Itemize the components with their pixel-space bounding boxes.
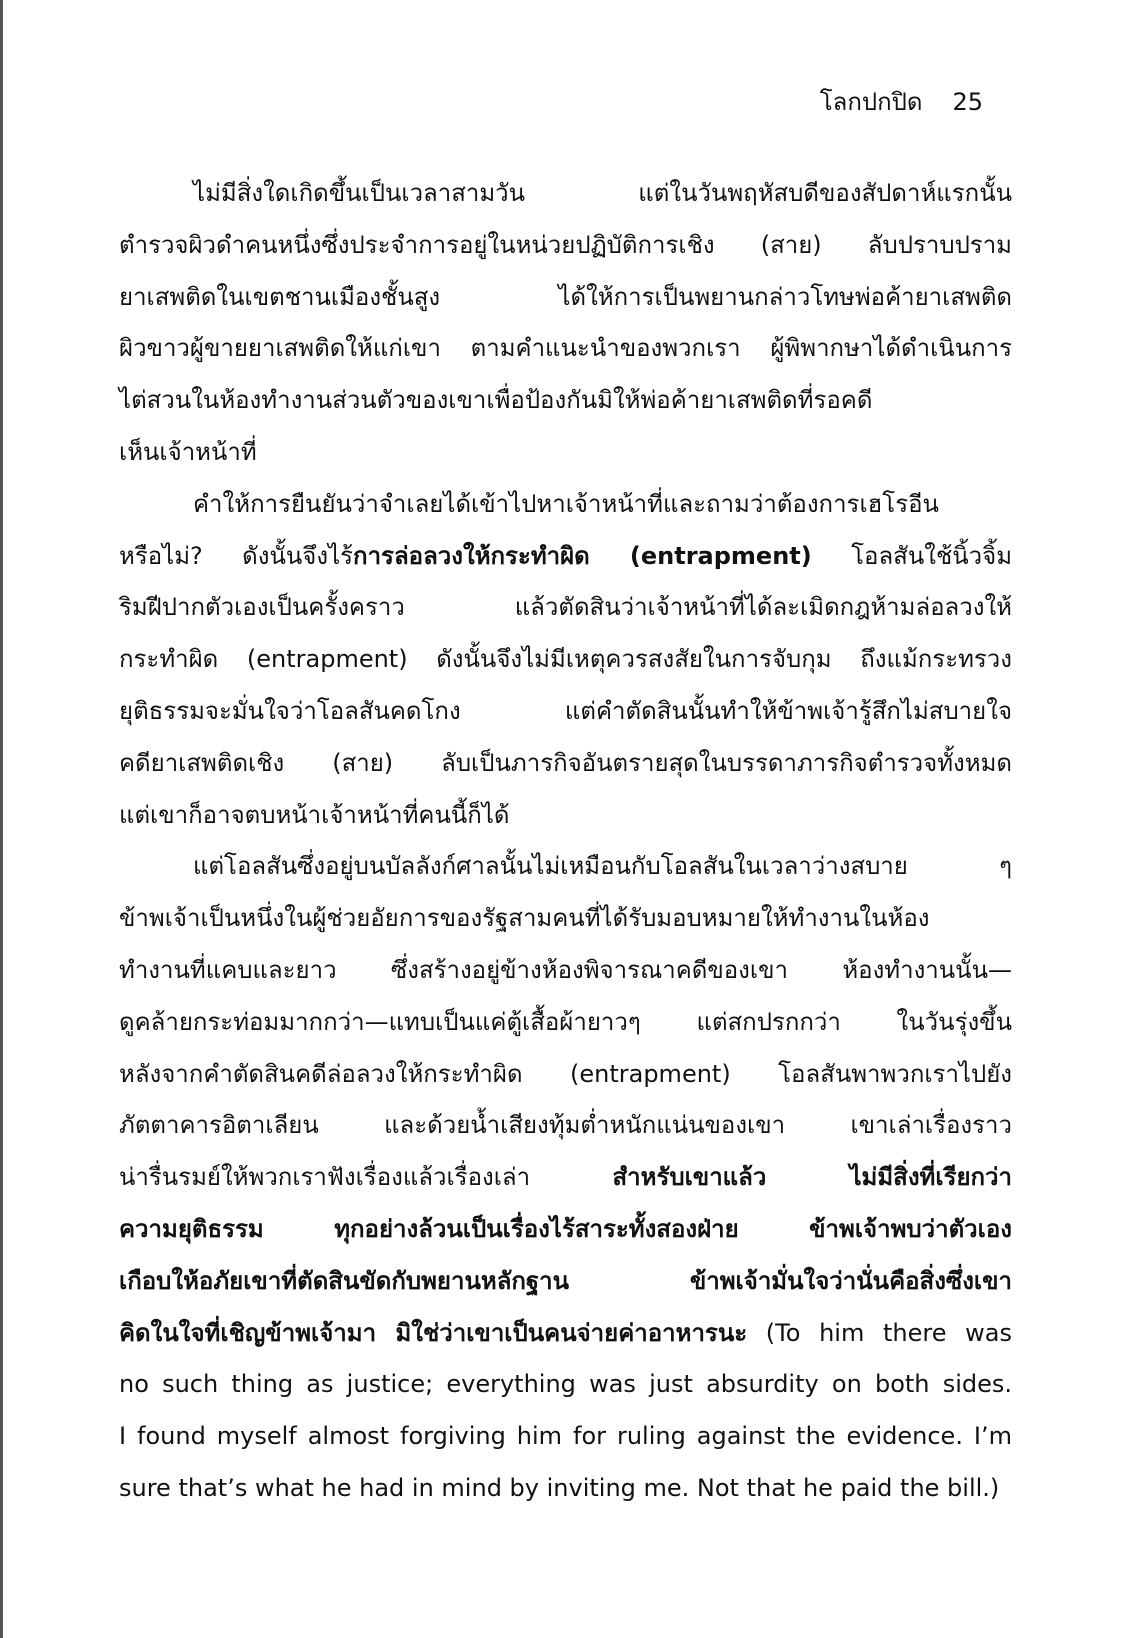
page-edge bbox=[0, 0, 3, 1638]
text-line bbox=[119, 220, 1012, 272]
text-line bbox=[119, 168, 1012, 220]
text-line bbox=[119, 479, 1012, 531]
text-run: หรือไม่? ดังนั้นจึงไร้ bbox=[119, 541, 354, 570]
text-line bbox=[119, 323, 1012, 375]
text-line bbox=[119, 1100, 1012, 1152]
text-line bbox=[119, 272, 1012, 324]
text-line bbox=[119, 686, 1012, 738]
bold-text-run: คิดในใจที่เชิญข้าพเจ้ามา มิใช่ว่าเขาเป็นคนจ่ายค่าอาหารนะ bbox=[119, 1318, 748, 1347]
running-title: โลกปกปิด bbox=[819, 88, 923, 116]
text-run: แต่โอลสันซึ่งอยู่บนบัลลังก์ศาลนั้นไม่เหมือนกับโอลสันในเวลาว่างสบาย ๆ bbox=[193, 852, 1012, 881]
running-header bbox=[820, 86, 983, 118]
text-run: ผิวขาวผู้ขายยาเสพติดให้แก่เขา ตามคำแนะนำของพวกเรา ผู้พิพากษาได้ดำเนินการ bbox=[119, 334, 1012, 363]
body-text bbox=[119, 168, 1012, 1515]
text-line bbox=[119, 945, 1012, 997]
text-line bbox=[119, 427, 1012, 479]
bold-text-run: ความยุติธรรม ทุกอย่างล้วนเป็นเรื่องไร้สาระทั้งสองฝ่าย ข้าพเจ้าพบว่าตัวเอง bbox=[119, 1214, 1012, 1243]
text-line bbox=[119, 841, 1012, 893]
text-run: ไต่สวนในห้องทำงานส่วนตัวของเขาเพื่อป้องกันมิให้พ่อค้ายาเสพติดที่รอคดี bbox=[119, 386, 873, 415]
text-line bbox=[119, 634, 1012, 686]
text-line bbox=[119, 1049, 1012, 1101]
text-run: คำให้การยืนยันว่าจำเลยได้เข้าไปหาเจ้าหน้าที่และถามว่าต้องการเฮโรอีน bbox=[193, 489, 939, 518]
text-line bbox=[119, 1411, 1012, 1463]
text-run: ยาเสพติดในเขตชานเมืองชั้นสูง ได้ให้การเป็นพยานกล่าวโทษพ่อค้ายาเสพติด bbox=[119, 282, 1012, 311]
text-run: ทำงานที่แคบและยาว ซึ่งสร้างอยู่ข้างห้องพิจารณาคดีของเขา ห้องทำงานนั้น— bbox=[119, 955, 1012, 984]
text-line bbox=[119, 738, 1012, 790]
text-run: ไม่มีสิ่งใดเกิดขึ้นเป็นเวลาสามวัน แต่ในวันพฤหัสบดีของสัปดาห์แรกนั้น bbox=[193, 179, 1012, 207]
text-run: ริมฝีปากตัวเองเป็นครั้งคราว แล้วตัดสินว่าเจ้าหน้าที่ได้ละเมิดกฎห้ามล่อลวงให้ bbox=[119, 593, 1012, 622]
text-run: น่ารื่นรมย์ให้พวกเราฟังเรื่องแล้วเรื่องเล่า bbox=[119, 1163, 613, 1192]
text-run: no such thing as justice; everything was just absurdity on both sides. bbox=[119, 1370, 1012, 1399]
text-line bbox=[119, 1308, 1012, 1360]
text-run: ข้าพเจ้าเป็นหนึ่งในผู้ช่วยอัยการของรัฐสามคนที่ได้รับมอบหมายให้ทำงานในห้อง bbox=[119, 904, 930, 933]
text-run: ตำรวจผิวดำคนหนึ่งซึ่งประจำการอยู่ในหน่วยปฏิบัติการเชิง (สาย) ลับปราบปราม bbox=[119, 230, 1012, 259]
text-run: แต่เขาก็อาจตบหน้าเจ้าหน้าที่คนนี้ก็ได้ bbox=[119, 800, 510, 829]
text-run: (To him there was bbox=[747, 1318, 1012, 1347]
text-line bbox=[119, 531, 1012, 583]
bold-text-run: เกือบให้อภัยเขาที่ตัดสินขัดกับพยานหลักฐาน ข้าพเจ้ามั่นใจว่านั่นคือสิ่งซึ่งเขา bbox=[119, 1266, 1012, 1295]
text-run: ยุติธรรมจะมั่นใจว่าโอลสันคดโกง แต่คำตัดสินนั้นทำให้ข้าพเจ้ารู้สึกไม่สบายใจ bbox=[119, 696, 1012, 725]
text-line bbox=[119, 997, 1012, 1049]
text-run: โอลสันใช้นิ้วจิ้ม bbox=[811, 541, 1013, 570]
bold-text-run: การล่อลวงให้กระทำผิด (entrapment) bbox=[353, 541, 812, 570]
page-number: 25 bbox=[952, 88, 983, 116]
text-line bbox=[119, 1256, 1012, 1308]
text-run: เห็นเจ้าหน้าที่ bbox=[119, 437, 257, 466]
text-line bbox=[119, 893, 1012, 945]
text-run: sure that’s what he had in mind by inviting me. Not that he paid the bill.) bbox=[119, 1473, 1000, 1502]
text-line bbox=[119, 790, 1012, 842]
text-run: I found myself almost forgiving him for ruling against the evidence. I’m bbox=[119, 1422, 1012, 1451]
text-line bbox=[119, 1359, 1012, 1411]
text-line bbox=[119, 1152, 1012, 1204]
text-line bbox=[119, 1463, 1012, 1515]
text-run: กระทำผิด (entrapment) ดังนั้นจึงไม่มีเหตุควรสงสัยในการจับกุม ถึงแม้กระทรวง bbox=[119, 645, 1012, 674]
text-run: หลังจากคำตัดสินคดีล่อลวงให้กระทำผิด (entrapment) โอลสันพาพวกเราไปยัง bbox=[119, 1059, 1012, 1088]
text-line bbox=[119, 375, 1012, 427]
text-run: ดูคล้ายกระท่อมมากกว่า—แทบเป็นแค่ตู้เสื้อผ้ายาวๆ แต่สกปรกกว่า ในวันรุ่งขึ้น bbox=[119, 1007, 1012, 1036]
text-run: ภัตตาคารอิตาเลียน และด้วยน้ำเสียงทุ้มต่ำหนักแน่นของเขา เขาเล่าเรื่องราว bbox=[119, 1111, 1012, 1140]
bold-text-run: สำหรับเขาแล้ว ไม่มีสิ่งที่เรียกว่า bbox=[612, 1163, 1012, 1192]
text-run: คดียาเสพติดเชิง (สาย) ลับเป็นภารกิจอันตรายสุดในบรรดาภารกิจตำรวจทั้งหมด bbox=[119, 748, 1012, 777]
text-line bbox=[119, 582, 1012, 634]
text-line bbox=[119, 1204, 1012, 1256]
